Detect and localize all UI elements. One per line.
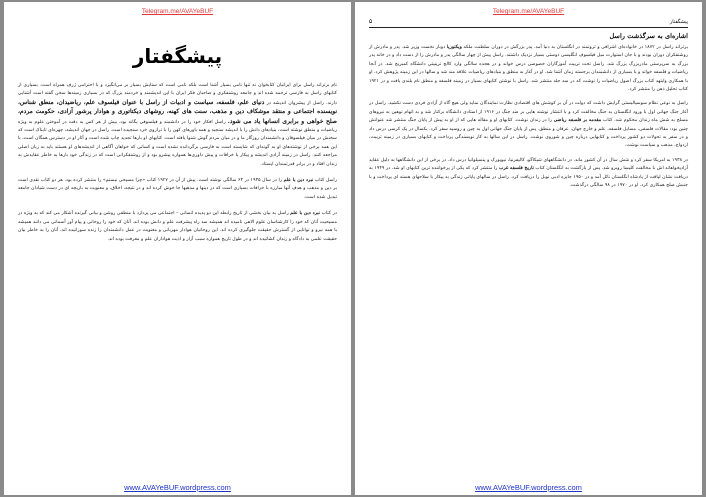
paragraph-text: نام برتراند راسل برای ایرانیان کتابخوان نه تنها نامی بسیار آشنا است بلکه نامی است که ستایش بسیار بر می‌انگیزد و با احترامی ژرف همراه است. بسیاری از کتابهای راسل به فارسی ترجمه شده اند و جامعه روشنفکری و صاحبان فکر ایران با این اندیشمند و خردمند بزرگ که در بسیاری زمینه‌ها سخن گفته است آشنایی دارند. راسل از پیشروان اندیشه در [18,83,337,106]
telegram-link-top-right[interactable]: Telegram.me/AVAYeBUF [492,8,565,15]
left-page-content [18,42,337,252]
wordpress-link-bottom-left[interactable]: www.AVAYeBUF.wordpress.com [124,483,231,492]
right-page [355,2,702,495]
paragraph-text: برتراند راسل در ۱۸۷۲ در خانواده‌ای اشرافی و ثروتمند در انگلستان به دنیا آمد. پدر بزرگش در دوران سلطنت ملکه [461,45,688,50]
paragraph-biography [369,44,688,94]
paragraph-text: را منتشر کرد که یکی از پرخواننده ترین کتابهای او شد. در ۱۹۴۹ به دریافت نشان لیاقت از پادشاه انگلستان نائل آمد و در ۱۹۵۰ جایزه ادبی نوبل را دریافت کرد. راسل در سالهای پایانی زندگی به پیکار با سلاحهای هسته ای پرداخت و با جنبش صلح همکاری کرد. او در ۱۹۷۰ در ۹۸ سالگی درگذشت. [369,166,689,189]
paragraph-text: راسل افکار خود را در دانشمند و فیلسوفی یگانه بود، بیش از هر کس به دقت در آموختن علوم به ویژه ریاضیات و منطق نوشته است، بنیادهای دانش را با اندیشه سنجید و همه باورهای کهن را با ترازوی خرد سنجیده است. راسل در جهان اندیشه، چهره‌ای تابناک است که سخنش در میان فیلسوفان و دانشمندان روزگار ما و در میان مردم گوش شنوا یافته است. کتابهای او بارها تجدید چاپ شده است و آثار او در دسترس همگان است، با این همه برخی از نوشته‌های او به گونه‌ای که شایسته است به فارسی برگردانده نشده است و کسانی که خواهان آگاهی از اندیشه‌های او هستند باید به زبان اصلی مراجعه کنند. راسل در زمینه آزادی اندیشه و پیکار با خرافات و پیش داوری‌ها همواره پیشرو بود و از روشنفکرانی است که در زندگی خود بارها به خاطر عقایدش به زندان افتاد و در برابر قدرتمندان ایستاد. [18,119,337,167]
paragraph-text: دوبار نخست وزیر شد. پدر و مادرش از روشنفکران دوران بودند و با جان استوارت میل فیلسوف انگلیسی دوستی بسیار نزدیک داشتند. راسل پیش از چهار سالگی پدر و مادرش را از دست داد و در خانه پدر بزرگ به سرپرستی مادربزرگ بزرگ شد. راسل تحت تربیت آموزگاران خصوصی درس خواند و در هجده سالگی وارد کالج ترینیتی دانشگاه کمبریج شد. در آنجا ریاضیات و فلسفه خواند و با بسیاری از دانشمندان برجسته زمان آشنا شد. او در آغاز به منطق و بنیادهای ریاضیات علاقه مند شد و سالها در این زمینه پژوهش کرد. او با همکاری وایتهد کتاب بزرگ اصول ریاضیات را نوشت که در سه جلد منتشر شد. راسل با نوشتن کتابهای بسیار در زمینه فلسفه و منطق نام بلندی یافت و در ۱۹۲۱ کتاب تحلیل ذهن را منتشر کرد. [369,45,688,93]
paragraph-book-note [18,177,337,202]
paragraph-text: را در زندان نوشت. کتابهای او و مقاله هایی که از او به پیش از پایان جنگ منتشر شد عنوانش چنین بود: مقالات فلسفی، مسایل فلسفه، علم و خارج جهان، عرفان و منطق. پس از پایان جنگ جهانی اول به چین و روسیه سفر کرد. یکسال در یک کرسی درس داد و در سفر به تحولات دو کشور پرداخت و کتابهایی درباره چین و شوروی نوشت. راسل در این سالها به کار نویسندگی پرداخت و کتابهای بسیاری در زمینه تربیت، ازدواج، مذهب و سیاست نوشت. [369,118,688,149]
paragraph-text: راسل به نوعی نظام سوسیالیستی گرایش داشت که دولت در آن بر کوشش های اقتصادی نظارت نمایندگان نماید ولی هیچ گاه از آزادی فردی دست نکشید. راسل در آغاز جنگ جهانی اول با ورود انگلستان به جنگ مخالفت کرد و با انتشار نوشته هایی بر ضد جنگ در ۱۹۱۶ از استادی دانشگاه برکنار شد و به اتهام توهین به نیروهای مسلح به شش ماه زندان محکوم شد. کتاب [369,101,688,124]
paragraph-book-summary [18,210,337,244]
paragraph-text: راسل به بیان بخشی از تاریخ رابطه این دو پدیده انسانی – اجتماعی می پردازد با منطقی روشن و بیانی گیرنده آشکار می کند که به ویژه در مسیحیت آنان که خود را کارشناسان علوم الاهی نامیده اند همیشه سد راه پیشرفت علم و دانش بوده اند. آنان که خود را روحانی و پیام آور آسمانی می دانند همیشه با همه نیرو و توانایی از گسترش حقیقت جلوگیری کرده اند. این روحانیان هوادار مهربانی و معنویت در عمل دانشمندان را زنده سوزانیده اند، آنان را به خاطر بیان حقیقت علمی به دادگاه و زندان کشانیده اند و در طول تاریخ همواره سبب آزار و اذیت هواداران علم و معرفت بوده اند. [18,211,337,242]
paragraph-bold-text: دنیای علم، فلسفه، سیاست و ادبیات از راسل با عنوان فیلسوف علم، ریاضیدان، منطق شناس، نویسنده اجتماعی و منتقد موشکاف دین و مذهب، سنت های کهنه، روشهای دیکتاتوری و هوادار پرشور آزادی، حکومت مردم، صلح خواهی و برابری انسانها یاد می شود. [18,98,337,125]
paragraph-later-life [369,157,688,191]
running-header-title: پیشگفتار [669,19,688,25]
paragraph-bold-text: نبرد دین با علم [290,211,320,217]
paragraph-bold-text: مقدمه بر فلسفه ریاضی [553,118,602,124]
section-heading: اشاره‌ای به سرگذشت راسل [609,32,688,40]
running-header [369,19,688,28]
right-page-content [369,32,688,197]
paragraph-intro [18,82,337,169]
paragraph-bold-text: نبرد دین با علم [283,178,314,184]
paragraph-bold-text: تاریخ فلسفه غرب [498,166,534,172]
paragraph-text: در ۱۹۳۸ به امریکا سفر کرد و شش سال در آن کشور ماند. در دانشگاههای شیکاگو، کالیفرنیا، نیویورک و پنسیلوانیا درس داد. در برخی از این دانشگاهها به دلیل عقاید آزادیخواهانه اش با مخالفت کلیسا روبرو شد. پس از بازگشت به انگلستان کتاب [369,157,688,172]
paragraph-text: راسل کتاب [313,178,337,184]
telegram-link-top-left[interactable]: Telegram.me/AVAYeBUF [141,8,214,15]
wordpress-link-bottom-right[interactable]: www.AVAYeBUF.wordpress.com [475,483,582,492]
paragraph-text: را در سال ۱۹۳۵ در ۶۳ سالگی نوشته است. پیش از آن در ۱۹۲۷ کتاب «چرا مسیحی نیستم» را منتشر کرده بود. هر دو کتاب نقدی است بر دین و مذهب و هدف آنها مبارزه با خرافات بسیاری است که در دینها و مذهبها جا خوش کرده اند و در نتیجه، اخلاق، و معنویت به بازیچه ای در دست شیادان جامعه تبدیل شده است. [18,178,337,200]
paragraph-politics [369,100,688,150]
paragraph-bold-text: ویکتوریا [446,45,462,50]
page-title: پیشگفتار [132,44,223,68]
paragraph-text: در کتاب [320,211,337,217]
left-page [4,2,351,495]
page-number: ۵ [369,18,373,25]
